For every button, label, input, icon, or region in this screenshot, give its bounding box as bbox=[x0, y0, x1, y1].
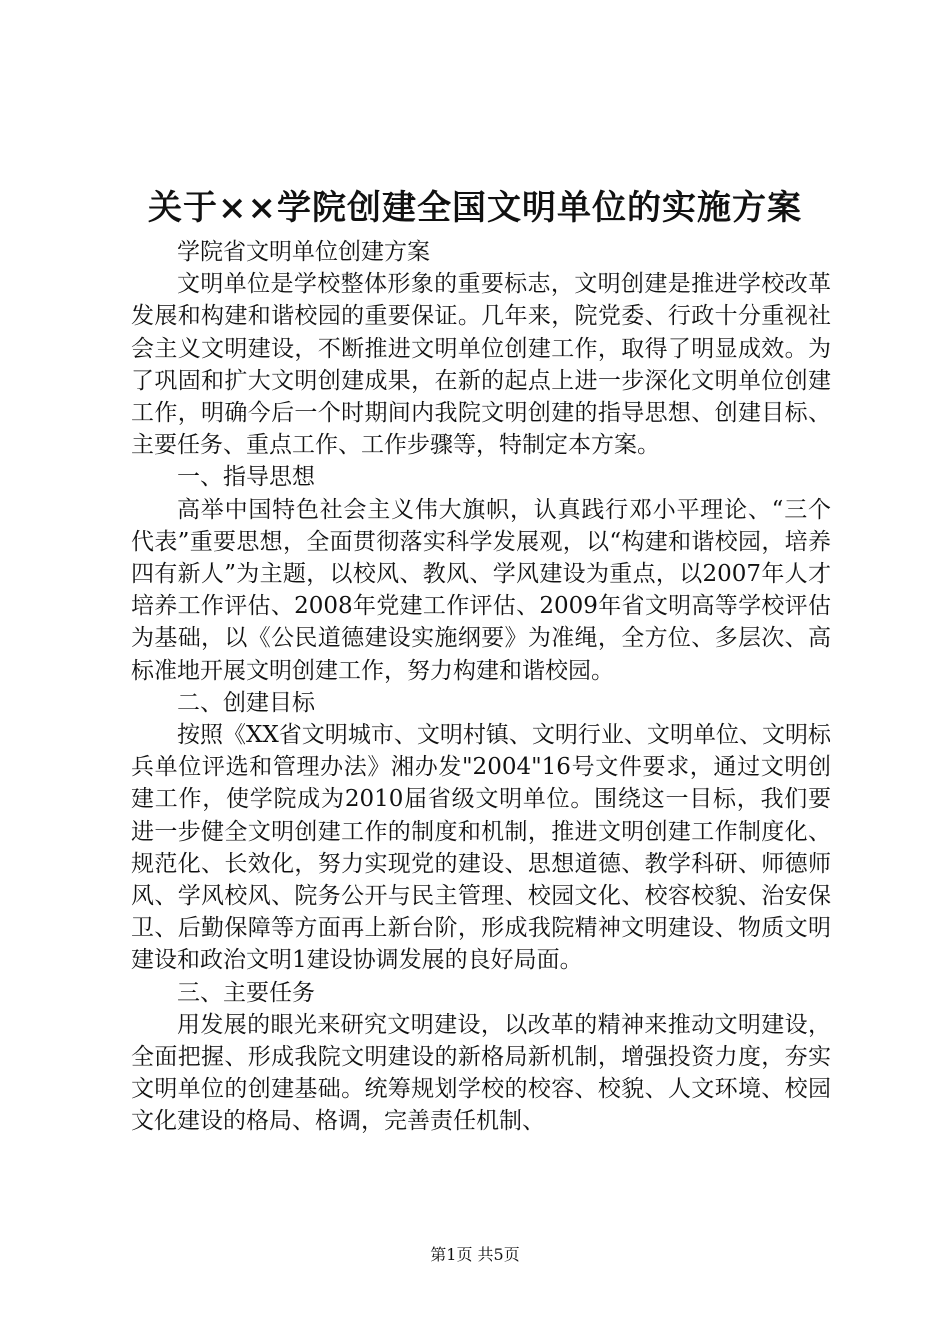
document-subtitle: 学院省文明单位创建方案 bbox=[177, 239, 430, 265]
intro-paragraph: 文明单位是学校整体形象的重要标志，文明创建是推进学校改革发展和构建和谐校园的重要保证。几年来，院党委、行政十分重视社会主义文明建设，不断推进文明单位创建工作，取得了明显成效。为了巩固和扩大文明创建成果，在新的起点上进一步深化文明单位创建工作，明确今后一个时期间内我院文明创建的指导思想、创建目标、主要任务、重点工作、工作步骤等，特制定本方案。 bbox=[131, 271, 831, 459]
main-tasks-paragraph: 用发展的眼光来研究文明建设，以改革的精神来推动文明建设，全面把握、形成我院文明建设的新格局新机制，增强投资力度，夯实文明单位的创建基础。统筹规划学校的校容、校貌、人文环境、校园文化建设的格局、格调，完善责任机制、 bbox=[131, 1011, 831, 1135]
section-heading-goals: 二、创建目标 bbox=[177, 689, 315, 716]
section-heading-main-tasks: 三、主要任务 bbox=[177, 979, 315, 1006]
document-title: 关于××学院创建全国文明单位的实施方案 bbox=[148, 188, 802, 228]
page-footer: 第1页 共5页 bbox=[430, 1245, 520, 1264]
guiding-ideology-paragraph: 高举中国特色社会主义伟大旗帜，认真践行邓小平理论、“三个代表”重要思想，全面贯彻落实科学发展观，以“构建和谐校园，培养四有新人”为主题，以校风、教风、学风建设为重点，以2007年人才培养工作评估、2008年党建工作评估、2009年省文明高等学校评估为基础，以《公民道德建设实施纲要》为准绳，全方位、多层次、高标准地开展文明创建工作，努力构建和谐校园。 bbox=[131, 496, 831, 684]
section-heading-guiding-ideology: 一、指导思想 bbox=[177, 464, 315, 491]
goals-paragraph: 按照《XX省文明城市、文明村镇、文明行业、文明单位、文明标兵单位评选和管理办法》湘办发"2004"16号文件要求，通过文明创建工作，使学院成为2010届省级文明单位。围绕这一目标，我们要进一步健全文明创建工作的制度和机制，推进文明创建工作制度化、规范化、长效化，努力实现党的建设、思想道德、教学科研、师德师风、学风校风、院务公开与民主管理、校园文化、校容校貌、治安保卫、后勤保障等方面再上新台阶，形成我院精神文明建设、物质文明建设和政治文明1建设协调发展的良好局面。 bbox=[131, 722, 831, 974]
document-body bbox=[131, 236, 831, 1138]
